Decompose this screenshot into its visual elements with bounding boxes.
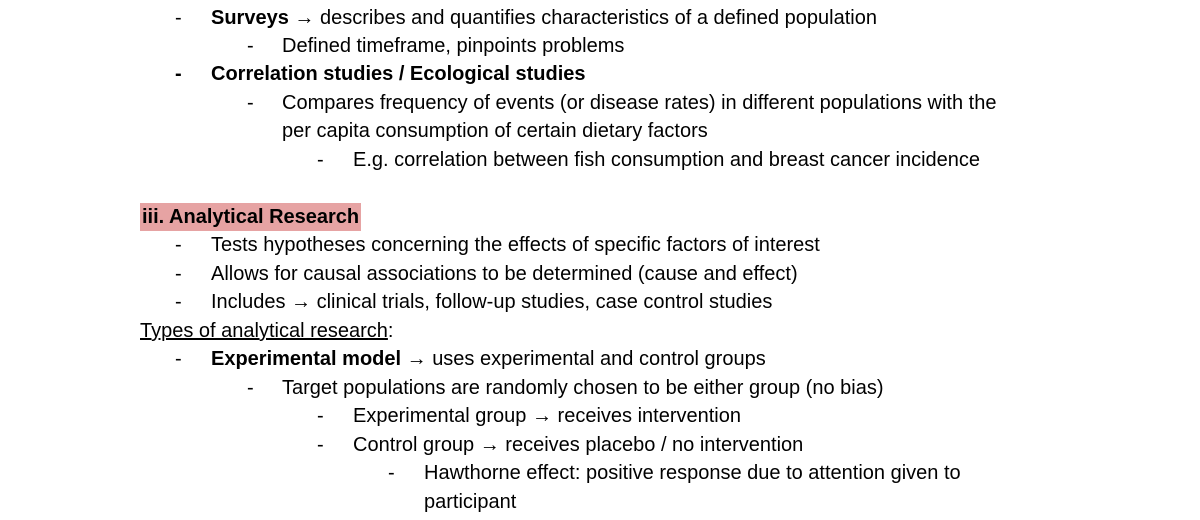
bullet-dash: -	[388, 462, 395, 484]
list-item-text: E.g. correlation between fish consumption and breast cancer incidence	[353, 149, 981, 171]
list-item-text: Allows for causal associations to be determined (cause and effect)	[211, 263, 798, 285]
list-item-text	[211, 4, 877, 32]
list-item-text: participant	[424, 491, 517, 513]
term-surveys: Surveys	[211, 7, 289, 29]
bullet-dash: -	[175, 7, 182, 29]
list-item-text: Includes → clinical trials, follow-up studies, case control studies	[211, 291, 773, 313]
list-item-text: Defined timeframe, pinpoints problems	[282, 35, 625, 57]
list-item-text: Compares frequency of events (or disease rates) in different populations with the	[282, 92, 997, 114]
list-item-text: Control group → receives placebo / no intervention	[353, 434, 804, 456]
section-heading: iii. Analytical Research	[140, 203, 361, 231]
bullet-dash: -	[247, 92, 254, 114]
bullet-dash: -	[175, 348, 182, 370]
term-experimental-model: Experimental model	[211, 348, 402, 370]
definition: uses experimental and control groups	[432, 348, 766, 370]
list-item-text: Tests hypotheses concerning the effects of specific factors of interest	[211, 234, 820, 256]
bullet-dash: -	[247, 377, 254, 399]
arrow: →	[288, 7, 320, 29]
bullet-dash: -	[175, 63, 182, 85]
bullet-dash: -	[175, 234, 182, 256]
bullet-dash: -	[317, 405, 324, 427]
bullet-dash: -	[317, 149, 324, 171]
bullet-dash: -	[175, 291, 182, 313]
types-label	[140, 317, 393, 345]
bullet-dash: -	[247, 35, 254, 57]
list-item-text	[211, 345, 766, 373]
list-item-text: per capita consumption of certain dietary factors	[282, 120, 708, 142]
list-item-text: Experimental group → receives intervention	[353, 405, 741, 427]
types-label-text: Types of analytical research	[140, 320, 388, 342]
list-item-text: Target populations are randomly chosen to be either group (no bias)	[282, 377, 884, 399]
bullet-dash: -	[175, 263, 182, 285]
term-correlation-studies: Correlation studies / Ecological studies	[211, 63, 586, 85]
arrow: →	[401, 348, 433, 370]
definition: describes and quantifies characteristics of a defined population	[319, 7, 877, 29]
bullet-dash: -	[317, 434, 324, 456]
list-item-text: Hawthorne effect: positive response due to attention given to	[424, 462, 961, 484]
types-label-colon: :	[387, 320, 394, 342]
